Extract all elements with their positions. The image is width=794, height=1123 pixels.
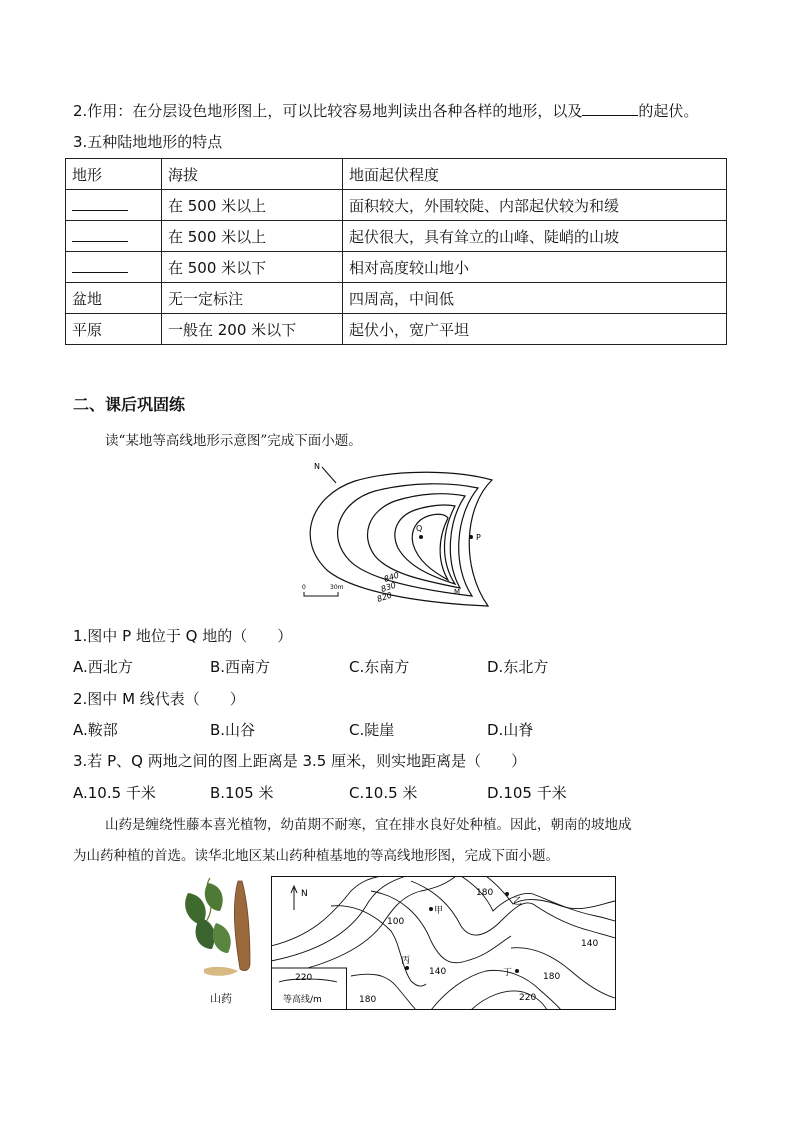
point-bing-marker <box>405 966 409 970</box>
contour-value: 220 <box>519 993 537 1003</box>
point-jia-marker <box>429 907 433 911</box>
plant-caption: 山药 <box>210 992 232 1005</box>
contour-label-820: 820 <box>375 590 394 604</box>
legend-value: 220 <box>295 973 313 983</box>
contour-value: 100 <box>387 917 405 927</box>
q1-option-b[interactable]: B.西南方 <box>210 658 271 676</box>
table-cell: 起伏很大，具有耸立的山峰、陡峭的山坡 <box>343 221 727 252</box>
terrain-table <box>65 158 727 345</box>
contour-value: 180 <box>543 972 561 982</box>
point-bing-label: 丙 <box>401 956 411 966</box>
terrain-blank[interactable] <box>72 196 128 211</box>
item2-text <box>73 100 698 122</box>
leaf-icon <box>205 883 223 911</box>
section-title: 二、课后巩固练 <box>73 395 186 414</box>
table-header: 地形 <box>66 159 162 190</box>
q3-stem: 3.若 P、Q 两地之间的图上距离是 3.5 厘米，则实地距离是（ ） <box>73 752 527 770</box>
point-q-marker <box>419 535 423 539</box>
table-header: 地面起伏程度 <box>343 159 727 190</box>
q1-option-d[interactable]: D.东北方 <box>487 658 549 676</box>
item3-text: 3.五种陆地地形的特点 <box>73 133 223 151</box>
point-ding-marker <box>515 969 519 973</box>
table-cell: 在 500 米以下 <box>162 252 343 283</box>
contour-value: 180 <box>476 888 494 898</box>
table-cell: 在 500 米以上 <box>162 221 343 252</box>
scale-bar <box>304 592 338 596</box>
map2-north-label: N <box>301 889 308 899</box>
table-cell: 面积较大，外围较陡、内部起伏较为和缓 <box>343 190 727 221</box>
point-yi-marker <box>505 892 509 896</box>
table-cell-blank[interactable] <box>66 252 162 283</box>
contour-value: 140 <box>429 967 447 977</box>
table-header: 海拔 <box>162 159 343 190</box>
q2-option-b[interactable]: B.山谷 <box>210 721 256 739</box>
yam-tuber-icon <box>204 967 238 976</box>
intro1-text: 读“某地等高线地形示意图”完成下面小题。 <box>105 433 362 449</box>
item2-blank[interactable] <box>582 101 638 116</box>
table-cell: 在 500 米以上 <box>162 190 343 221</box>
table-cell: 平原 <box>66 314 162 345</box>
q2-option-a[interactable]: A.鞍部 <box>73 721 118 739</box>
point-jia-label: 甲 <box>434 906 444 916</box>
q3-option-c[interactable]: C.10.5 米 <box>349 784 418 802</box>
contour-830 <box>338 484 478 596</box>
intro2-line2: 为山药种植的首选。读华北地区某山药种植基地的等高线地形图，完成下面小题。 <box>73 848 559 864</box>
table-row <box>66 252 727 283</box>
contour-label-830: 830 <box>379 580 398 594</box>
yam-plant-illustration <box>180 873 268 985</box>
q2-option-c[interactable]: C.陡崖 <box>349 721 395 739</box>
q3-option-a[interactable]: A.10.5 千米 <box>73 784 156 802</box>
table-cell-blank[interactable] <box>66 190 162 221</box>
table-cell: 一般在 200 米以下 <box>162 314 343 345</box>
legend-text: 等高线/m <box>283 995 322 1005</box>
point-p-label: P <box>476 533 481 542</box>
intro2-line1: 山药是缠绕性藤本喜光植物，幼苗期不耐寒，宜在排水良好处种植。因此，朝南的坡地成 <box>105 817 632 833</box>
map1-north-arrow-icon <box>322 467 336 483</box>
leaf-icon <box>196 918 215 949</box>
table-cell: 起伏小，宽广平坦 <box>343 314 727 345</box>
map1-north-label: N <box>314 462 320 471</box>
q2-option-d[interactable]: D.山脊 <box>487 721 534 739</box>
point-p-marker <box>469 535 473 539</box>
scale-end-label: 30m <box>330 584 344 591</box>
contour-map-1 <box>300 456 500 614</box>
table-row <box>66 190 727 221</box>
contour-value: 140 <box>581 939 599 949</box>
q2-stem: 2.图中 M 线代表（ ） <box>73 690 245 708</box>
table-row <box>66 221 727 252</box>
q1-option-c[interactable]: C.东南方 <box>349 658 410 676</box>
q3-option-b[interactable]: B.105 米 <box>210 784 274 802</box>
item2-post: 的起伏。 <box>638 102 699 120</box>
table-cell: 相对高度较山地小 <box>343 252 727 283</box>
table-cell: 盆地 <box>66 283 162 314</box>
point-q-label: Q <box>416 524 423 533</box>
point-ding-label: 丁 <box>503 968 513 978</box>
leaf-icon <box>213 923 231 953</box>
scale-start-label: 0 <box>302 584 306 591</box>
q1-stem: 1.图中 P 地位于 Q 地的（ ） <box>73 627 293 645</box>
terrain-blank[interactable] <box>72 258 128 273</box>
table-row <box>66 314 727 345</box>
q3-option-d[interactable]: D.105 千米 <box>487 784 567 802</box>
contour-value: 180 <box>359 995 377 1005</box>
table-header-row <box>66 159 727 190</box>
table-row <box>66 283 727 314</box>
yam-root-icon <box>234 881 250 971</box>
q1-option-a[interactable]: A.西北方 <box>73 658 133 676</box>
contour-map-2 <box>271 876 616 1010</box>
table-cell: 四周高，中间低 <box>343 283 727 314</box>
item2-pre: 2.作用：在分层设色地形图上，可以比较容易地判读出各种各样的地形，以及 <box>73 102 583 120</box>
table-cell: 无一定标注 <box>162 283 343 314</box>
contour-label-840: 840 <box>382 570 401 584</box>
point-yi-label: 乙 <box>513 897 523 907</box>
line-m-label: M <box>454 588 461 596</box>
terrain-blank[interactable] <box>72 227 128 242</box>
contour-840 <box>368 494 465 588</box>
table-cell-blank[interactable] <box>66 221 162 252</box>
